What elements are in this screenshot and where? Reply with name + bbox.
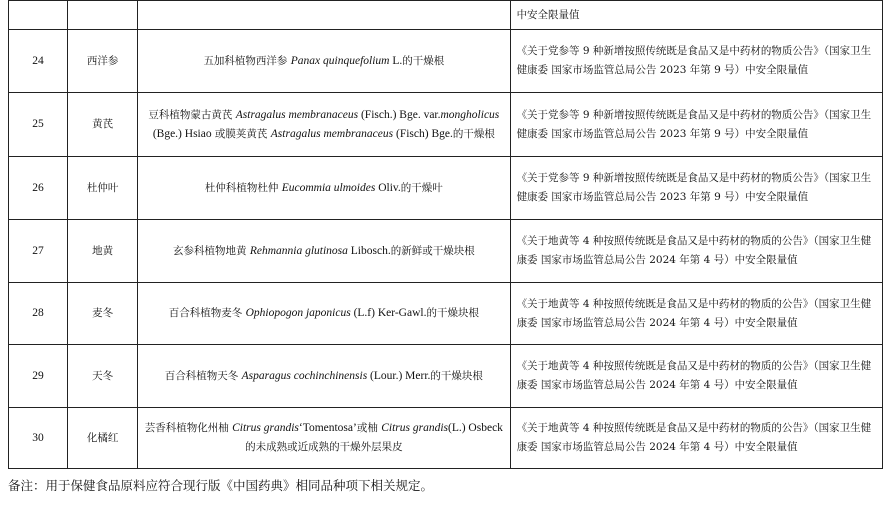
description-text: 或柚 — [356, 422, 382, 434]
description-text: 的新鲜或干燥块根 — [390, 244, 475, 257]
description-text: 豆科植物蒙古黄芪 — [148, 108, 236, 121]
description-text: Libosch. — [347, 244, 391, 257]
description-text: 杜仲科植物杜仲 — [204, 181, 282, 194]
description-text: (Lour.) Merr. — [367, 369, 431, 382]
cell-source: 《关于地黄等 4 种按照传统既是食品又是中药材的物质的公告》（国家卫生健康委 国家市场监管总局公告 2024 年第 4 号）中安全限量值 — [510, 220, 882, 283]
cell-name: 天冬 — [68, 345, 138, 408]
table-row — [9, 345, 883, 408]
description-text: ‘Tomentosa’ — [298, 422, 357, 434]
latin-name: Astragalus membranaceus — [270, 127, 394, 140]
table-row — [9, 30, 883, 93]
description-text: 芸香科植物化州柚 — [144, 422, 233, 434]
cell-name: 化橘红 — [68, 408, 138, 469]
description-text: 的干燥块根 — [430, 369, 483, 382]
cell-number: 28 — [9, 283, 68, 345]
latin-name: Panax quinquefolium — [290, 54, 390, 67]
description-text: Oliv. — [375, 181, 401, 194]
cell-source: 《关于党参等 9 种新增按照传统既是食品又是中药材的物质公告》（国家卫生健康委 国家市场监管总局公告 2023 年第 9 号）中安全限量值 — [510, 93, 882, 157]
cell-number: 30 — [9, 408, 68, 469]
latin-name: Asparagus cochinchinensis — [241, 369, 368, 382]
cell-description — [138, 157, 510, 220]
table-row — [9, 157, 883, 220]
cell-source: 《关于党参等 9 种新增按照传统既是食品又是中药材的物质公告》（国家卫生健康委 国家市场监管总局公告 2023 年第 9 号）中安全限量值 — [510, 157, 882, 220]
latin-name: Astragalus membranaceus — [235, 108, 359, 121]
cell-source: 《关于地黄等 4 种按照传统既是食品又是中药材的物质的公告》（国家卫生健康委 国家市场监管总局公告 2024 年第 4 号）中安全限量值 — [510, 345, 882, 408]
description-text: 的未成熟或近成熟的干燥外层果皮 — [245, 441, 403, 453]
cell-name: 黄芪 — [68, 93, 138, 157]
description-text: (Fisch) Bge. — [393, 127, 453, 140]
cell-description — [138, 220, 510, 283]
latin-name: Ophiopogon japonicus — [245, 307, 351, 319]
description-text: 的干燥块根 — [426, 307, 479, 319]
description-text: 的干燥叶 — [400, 181, 443, 194]
cell-source: 中安全限量值 — [510, 1, 882, 30]
cell-description — [138, 93, 510, 157]
description-text: (Bge.) Hsiao — [152, 127, 212, 140]
description-text: L. — [389, 54, 403, 67]
table-row-continued — [9, 1, 883, 30]
cell-source: 《关于地黄等 4 种按照传统既是食品又是中药材的物质的公告》（国家卫生健康委 国家市场监管总局公告 2024 年第 4 号）中安全限量值 — [510, 283, 882, 345]
latin-name: Citrus grandis — [232, 422, 299, 434]
cell-number: 26 — [9, 157, 68, 220]
ingredient-table — [8, 0, 883, 469]
cell-source: 《关于地黄等 4 种按照传统既是食品又是中药材的物质的公告》（国家卫生健康委 国家市场监管总局公告 2024 年第 4 号）中安全限量值 — [510, 408, 882, 469]
cell-name: 地黄 — [68, 220, 138, 283]
cell-number: 25 — [9, 93, 68, 157]
cell-name — [68, 1, 138, 30]
latin-name: Citrus grandis — [381, 422, 448, 434]
cell-description — [138, 283, 510, 345]
description-text: 百合科植物天冬 — [164, 369, 242, 382]
cell-name: 西洋参 — [68, 30, 138, 93]
ingredient-table-body — [9, 1, 883, 469]
description-text: (Fisch.) Bge. var. — [358, 108, 441, 121]
table-row — [9, 220, 883, 283]
cell-description — [138, 30, 510, 93]
description-text: 百合科植物麦冬 — [168, 307, 246, 319]
description-text: 五加科植物西洋参 — [203, 54, 291, 67]
description-text: 的干燥根 — [402, 54, 445, 67]
table-row — [9, 93, 883, 157]
description-text: 或膜荚黄芪 — [211, 127, 271, 140]
table-row — [9, 408, 883, 469]
cell-number: 27 — [9, 220, 68, 283]
description-text: (L.) Osbeck — [448, 422, 503, 434]
cell-number — [9, 1, 68, 30]
description-text: (L.f) Ker-Gawl. — [350, 307, 427, 319]
table-row — [9, 283, 883, 345]
cell-number: 29 — [9, 345, 68, 408]
cell-number: 24 — [9, 30, 68, 93]
cell-description — [138, 1, 510, 30]
latin-name: Eucommia ulmoides — [281, 181, 376, 194]
latin-name: Rehmannia glutinosa — [249, 244, 348, 257]
latin-name: mongholicus — [440, 108, 500, 121]
description-text: 的干燥根 — [452, 127, 495, 140]
cell-description — [138, 408, 510, 469]
cell-name: 麦冬 — [68, 283, 138, 345]
cell-source: 《关于党参等 9 种新增按照传统既是食品又是中药材的物质公告》（国家卫生健康委 国家市场监管总局公告 2023 年第 9 号）中安全限量值 — [510, 30, 882, 93]
footnote: 备注：用于保健食品原料应符合现行版《中国药典》相同品种项下相关规定。 — [8, 478, 434, 493]
cell-name: 杜仲叶 — [68, 157, 138, 220]
description-text: 玄参科植物地黄 — [172, 244, 250, 257]
cell-description — [138, 345, 510, 408]
